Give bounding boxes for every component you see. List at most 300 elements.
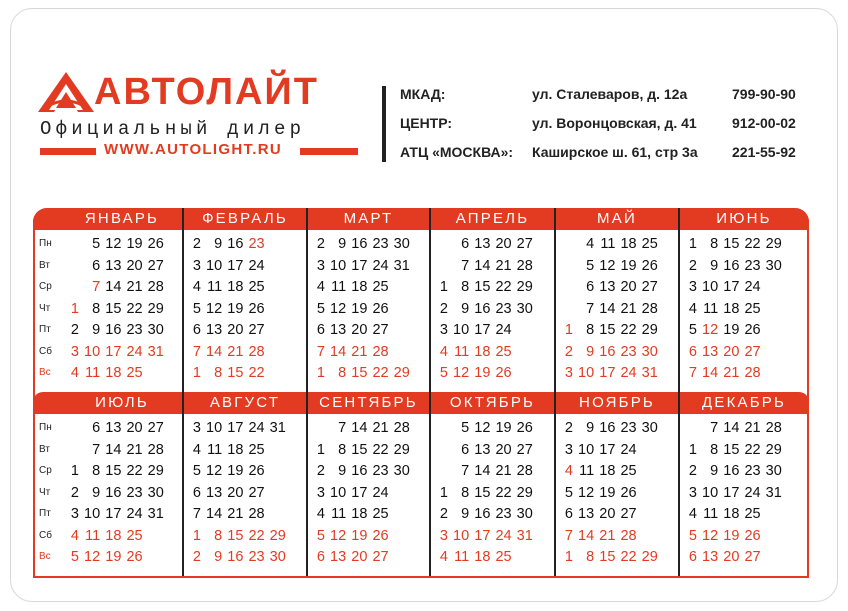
day-cell: 6 bbox=[92, 420, 101, 436]
day-cell: 7 bbox=[688, 365, 697, 381]
day-cell: 27 bbox=[147, 257, 164, 274]
day-cell: 21 bbox=[227, 506, 244, 522]
day-cell: 28 bbox=[744, 365, 761, 381]
day-cell: 10 bbox=[453, 322, 470, 338]
day-cell: 11 bbox=[703, 300, 719, 317]
day-cell: 12 bbox=[206, 463, 223, 479]
day-cell: 23 bbox=[126, 322, 143, 338]
day-cell: 21 bbox=[372, 420, 389, 436]
day-cell: 15 bbox=[599, 549, 616, 565]
weekday-label: Пт bbox=[39, 508, 51, 519]
day-cell: 24 bbox=[620, 365, 637, 381]
day-cell: 11 bbox=[600, 236, 616, 252]
day-cell: 12 bbox=[702, 322, 719, 338]
weekday-label: Пт bbox=[39, 324, 51, 335]
day-cell: 6 bbox=[192, 322, 201, 338]
day-cell: 1 bbox=[70, 463, 79, 479]
day-cell: 29 bbox=[765, 236, 782, 252]
day-cell: 8 bbox=[710, 441, 719, 458]
day-cell: 23 bbox=[495, 300, 512, 317]
day-cell: 19 bbox=[474, 365, 491, 381]
day-cell: 11 bbox=[579, 463, 595, 479]
day-cell: 9 bbox=[710, 257, 719, 274]
day-cell: 19 bbox=[126, 236, 143, 252]
weekday-label: Вс bbox=[39, 551, 51, 562]
day-cell: 6 bbox=[316, 322, 325, 338]
day-cell: 3 bbox=[70, 506, 79, 522]
day-cell: 8 bbox=[214, 527, 223, 544]
day-cell: 25 bbox=[744, 300, 761, 317]
day-cell: 5 bbox=[192, 300, 201, 317]
day-cell: 1 bbox=[192, 527, 201, 544]
day-cell: 18 bbox=[351, 506, 368, 522]
day-cell: 16 bbox=[105, 484, 122, 501]
day-cell: 19 bbox=[227, 300, 244, 317]
day-cell: 28 bbox=[372, 343, 389, 360]
day-cell: 9 bbox=[92, 484, 101, 501]
day-cell: 10 bbox=[206, 257, 223, 274]
brand-url[interactable]: WWW.AUTOLIGHT.RU bbox=[104, 141, 282, 158]
day-cell: 15 bbox=[105, 300, 122, 317]
day-cell: 1 bbox=[439, 279, 448, 295]
day-cell: 14 bbox=[206, 343, 223, 360]
day-cell: 2 bbox=[70, 322, 79, 338]
day-cell: 17 bbox=[599, 441, 616, 458]
day-cell: 4 bbox=[316, 506, 325, 522]
day-cell: 27 bbox=[620, 506, 637, 522]
day-cell: 2 bbox=[439, 506, 448, 522]
day-cell: 3 bbox=[192, 257, 201, 274]
day-cell: 29 bbox=[516, 279, 533, 295]
day-cell: 17 bbox=[105, 343, 122, 360]
day-cell: 18 bbox=[599, 463, 616, 479]
day-cell: 31 bbox=[516, 527, 533, 544]
day-cell: 6 bbox=[461, 236, 470, 252]
brand-tagline: Официальный дилер bbox=[40, 118, 306, 140]
day-cell: 26 bbox=[495, 365, 512, 381]
day-cell: 11 bbox=[454, 549, 470, 565]
day-cell: 3 bbox=[564, 365, 573, 381]
weekday-label: Вт bbox=[39, 259, 50, 271]
day-cell: 30 bbox=[393, 463, 410, 479]
day-cell: 31 bbox=[269, 420, 286, 436]
day-cell: 18 bbox=[620, 236, 637, 252]
day-cell: 29 bbox=[516, 484, 533, 501]
day-cell: 10 bbox=[330, 484, 347, 501]
day-cell: 19 bbox=[723, 527, 740, 544]
day-cell: 21 bbox=[744, 420, 761, 436]
day-cell: 17 bbox=[351, 484, 368, 501]
day-cell: 7 bbox=[316, 343, 325, 360]
day-cell: 28 bbox=[248, 343, 265, 360]
day-cell: 4 bbox=[192, 441, 201, 458]
weekday-label: Вт bbox=[39, 443, 50, 455]
day-cell: 13 bbox=[702, 549, 719, 565]
day-cell: 17 bbox=[227, 257, 244, 274]
day-cell: 4 bbox=[192, 279, 201, 295]
day-cell: 13 bbox=[206, 322, 223, 338]
day-cell: 12 bbox=[206, 300, 223, 317]
day-cell: 8 bbox=[586, 549, 595, 565]
day-cell: 27 bbox=[372, 322, 389, 338]
month-name: ОКТЯБРЬ bbox=[449, 394, 536, 411]
day-cell: 27 bbox=[744, 343, 761, 360]
day-cell: 8 bbox=[710, 236, 719, 252]
day-cell: 26 bbox=[744, 322, 761, 338]
day-cell: 30 bbox=[147, 484, 164, 501]
day-cell: 5 bbox=[316, 527, 325, 544]
day-cell: 12 bbox=[702, 527, 719, 544]
day-cell: 5 bbox=[688, 527, 697, 544]
day-cell: 7 bbox=[92, 279, 101, 295]
day-cell: 14 bbox=[330, 343, 347, 360]
weekday-label: Пн bbox=[39, 422, 52, 433]
day-cell: 10 bbox=[702, 484, 719, 501]
contact-row bbox=[400, 144, 820, 170]
day-cell: 14 bbox=[474, 257, 491, 274]
day-cell: 22 bbox=[126, 463, 143, 479]
day-cell: 22 bbox=[495, 484, 512, 501]
day-cell: 19 bbox=[723, 322, 740, 338]
day-cell: 16 bbox=[351, 236, 368, 252]
day-cell: 7 bbox=[192, 506, 201, 522]
day-cell: 21 bbox=[599, 527, 616, 544]
month-name: ЯНВАРЬ bbox=[84, 210, 160, 227]
day-cell: 20 bbox=[495, 441, 512, 458]
day-cell: 1 bbox=[439, 484, 448, 501]
day-cell: 7 bbox=[710, 420, 719, 436]
day-cell: 4 bbox=[70, 527, 79, 544]
month-name: ИЮЛЬ bbox=[95, 394, 149, 411]
day-cell: 23 bbox=[620, 420, 637, 436]
day-cell: 23 bbox=[495, 506, 512, 522]
day-cell: 29 bbox=[641, 549, 658, 565]
day-cell: 27 bbox=[147, 420, 164, 436]
day-cell: 25 bbox=[248, 279, 265, 295]
day-cell: 15 bbox=[723, 441, 740, 458]
day-cell: 14 bbox=[474, 463, 491, 479]
day-cell: 26 bbox=[516, 420, 533, 436]
day-cell: 7 bbox=[461, 257, 470, 274]
day-cell: 16 bbox=[227, 236, 244, 252]
day-cell: 13 bbox=[330, 549, 347, 565]
day-cell: 26 bbox=[641, 257, 658, 274]
day-cell: 20 bbox=[126, 420, 143, 436]
day-cell: 24 bbox=[248, 420, 265, 436]
day-cell: 10 bbox=[453, 527, 470, 544]
day-cell: 2 bbox=[316, 463, 325, 479]
day-cell: 6 bbox=[192, 484, 201, 501]
day-cell: 21 bbox=[351, 343, 368, 360]
day-cell: 22 bbox=[372, 365, 389, 381]
day-cell: 16 bbox=[474, 300, 491, 317]
day-cell: 2 bbox=[192, 549, 201, 565]
day-cell: 8 bbox=[461, 279, 470, 295]
day-cell: 1 bbox=[564, 549, 573, 565]
day-cell: 30 bbox=[269, 549, 286, 565]
day-cell: 29 bbox=[393, 441, 410, 458]
day-cell: 30 bbox=[641, 343, 658, 360]
day-cell: 1 bbox=[316, 441, 325, 458]
day-cell: 7 bbox=[586, 300, 595, 317]
day-cell: 20 bbox=[723, 343, 740, 360]
day-cell: 24 bbox=[372, 257, 389, 274]
day-cell: 23 bbox=[248, 236, 265, 252]
month-name: НОЯБРЬ bbox=[579, 394, 655, 411]
day-cell: 5 bbox=[586, 257, 595, 274]
brand-bar-right bbox=[300, 148, 358, 155]
day-cell: 24 bbox=[495, 527, 512, 544]
day-cell: 12 bbox=[599, 257, 616, 274]
day-cell: 24 bbox=[372, 484, 389, 501]
day-cell: 24 bbox=[126, 506, 143, 522]
day-cell: 26 bbox=[126, 549, 143, 565]
day-cell: 22 bbox=[248, 365, 265, 381]
day-cell: 10 bbox=[84, 343, 101, 360]
day-cell: 23 bbox=[620, 343, 637, 360]
day-cell: 8 bbox=[461, 484, 470, 501]
day-cell: 13 bbox=[105, 257, 122, 274]
day-cell: 25 bbox=[372, 279, 389, 295]
day-cell: 21 bbox=[126, 279, 143, 295]
day-cell: 22 bbox=[126, 300, 143, 317]
day-cell: 20 bbox=[227, 322, 244, 338]
contact-phone: 912-00-02 bbox=[732, 115, 796, 131]
day-cell: 27 bbox=[516, 236, 533, 252]
day-cell: 19 bbox=[105, 549, 122, 565]
day-cell: 24 bbox=[744, 279, 761, 295]
day-cell: 25 bbox=[248, 441, 265, 458]
day-cell: 28 bbox=[393, 420, 410, 436]
day-cell: 3 bbox=[316, 484, 325, 501]
day-cell: 15 bbox=[227, 527, 244, 544]
day-cell: 12 bbox=[105, 236, 122, 252]
calendar-half bbox=[33, 392, 809, 578]
day-cell: 24 bbox=[620, 441, 637, 458]
day-cell: 2 bbox=[564, 420, 573, 436]
day-cell: 20 bbox=[227, 484, 244, 501]
day-cell: 21 bbox=[227, 343, 244, 360]
day-cell: 14 bbox=[206, 506, 223, 522]
day-cell: 8 bbox=[214, 365, 223, 381]
month-name: СЕНТЯБРЬ bbox=[319, 394, 418, 411]
day-cell: 15 bbox=[723, 236, 740, 252]
month-name: ИЮНЬ bbox=[716, 210, 772, 227]
day-cell: 28 bbox=[248, 506, 265, 522]
day-cell: 23 bbox=[744, 463, 761, 479]
day-cell: 9 bbox=[586, 343, 595, 360]
day-cell: 15 bbox=[599, 322, 616, 338]
day-cell: 15 bbox=[474, 279, 491, 295]
day-cell: 18 bbox=[227, 441, 244, 458]
day-cell: 16 bbox=[227, 549, 244, 565]
day-cell: 5 bbox=[192, 463, 201, 479]
day-cell: 25 bbox=[126, 365, 143, 381]
day-cell: 4 bbox=[688, 506, 697, 522]
day-cell: 22 bbox=[620, 549, 637, 565]
day-cell: 3 bbox=[688, 484, 697, 501]
day-cell: 25 bbox=[495, 343, 512, 360]
day-cell: 22 bbox=[372, 441, 389, 458]
day-cell: 30 bbox=[765, 257, 782, 274]
month-name: ДЕКАБРЬ bbox=[702, 394, 786, 411]
day-cell: 29 bbox=[269, 527, 286, 544]
weekday-label: Ср bbox=[39, 465, 52, 476]
day-cell: 5 bbox=[461, 420, 470, 436]
day-cell: 13 bbox=[599, 279, 616, 295]
day-cell: 6 bbox=[688, 549, 697, 565]
day-cell: 22 bbox=[620, 322, 637, 338]
day-cell: 25 bbox=[620, 463, 637, 479]
day-cell: 7 bbox=[92, 441, 101, 458]
contact-row bbox=[400, 86, 820, 112]
day-cell: 8 bbox=[586, 322, 595, 338]
day-cell: 17 bbox=[474, 322, 491, 338]
contact-phone: 221-55-92 bbox=[732, 144, 796, 160]
day-cell: 7 bbox=[461, 463, 470, 479]
day-cell: 8 bbox=[338, 365, 347, 381]
day-cell: 25 bbox=[126, 527, 143, 544]
day-cell: 7 bbox=[564, 527, 573, 544]
day-cell: 6 bbox=[586, 279, 595, 295]
day-cell: 19 bbox=[351, 527, 368, 544]
day-cell: 7 bbox=[192, 343, 201, 360]
day-cell: 14 bbox=[351, 420, 368, 436]
day-cell: 2 bbox=[192, 236, 201, 252]
day-cell: 23 bbox=[744, 257, 761, 274]
day-cell: 27 bbox=[248, 484, 265, 501]
calendar-half bbox=[33, 208, 809, 394]
day-cell: 16 bbox=[474, 506, 491, 522]
contact-row bbox=[400, 115, 820, 141]
day-cell: 18 bbox=[227, 279, 244, 295]
day-cell: 17 bbox=[105, 506, 122, 522]
day-cell: 14 bbox=[578, 527, 595, 544]
day-cell: 11 bbox=[331, 506, 347, 522]
day-cell: 8 bbox=[338, 441, 347, 458]
day-cell: 9 bbox=[586, 420, 595, 436]
day-cell: 26 bbox=[372, 527, 389, 544]
day-cell: 28 bbox=[620, 527, 637, 544]
day-cell: 19 bbox=[227, 463, 244, 479]
day-cell: 8 bbox=[92, 463, 101, 479]
day-cell: 20 bbox=[495, 236, 512, 252]
brand-bar-left bbox=[40, 148, 96, 155]
day-cell: 14 bbox=[599, 300, 616, 317]
day-cell: 1 bbox=[316, 365, 325, 381]
day-cell: 27 bbox=[248, 322, 265, 338]
weekday-label: Вс bbox=[39, 367, 51, 378]
day-cell: 10 bbox=[578, 365, 595, 381]
contact-label: ЦЕНТР: bbox=[400, 115, 453, 131]
day-cell: 16 bbox=[723, 463, 740, 479]
day-cell: 24 bbox=[744, 484, 761, 501]
day-cell: 25 bbox=[495, 549, 512, 565]
weekday-label: Сб bbox=[39, 529, 52, 541]
day-cell: 9 bbox=[338, 236, 347, 252]
day-cell: 11 bbox=[207, 279, 223, 295]
day-cell: 4 bbox=[316, 279, 325, 295]
day-cell: 31 bbox=[147, 506, 164, 522]
day-cell: 28 bbox=[765, 420, 782, 436]
day-cell: 22 bbox=[744, 236, 761, 252]
day-cell: 5 bbox=[70, 549, 79, 565]
day-cell: 17 bbox=[723, 279, 740, 295]
day-cell: 6 bbox=[316, 549, 325, 565]
month-name: МАЙ bbox=[597, 210, 637, 227]
day-cell: 23 bbox=[248, 549, 265, 565]
day-cell: 21 bbox=[126, 441, 143, 458]
day-cell: 21 bbox=[495, 463, 512, 479]
day-cell: 12 bbox=[453, 365, 470, 381]
day-cell: 29 bbox=[641, 322, 658, 338]
day-cell: 9 bbox=[92, 322, 101, 338]
day-cell: 12 bbox=[330, 300, 347, 317]
day-cell: 18 bbox=[351, 279, 368, 295]
day-cell: 18 bbox=[105, 527, 122, 544]
day-cell: 9 bbox=[461, 506, 470, 522]
day-cell: 10 bbox=[702, 279, 719, 295]
day-cell: 1 bbox=[192, 365, 201, 381]
day-cell: 15 bbox=[351, 441, 368, 458]
day-cell: 12 bbox=[578, 484, 595, 501]
day-cell: 28 bbox=[516, 257, 533, 274]
day-cell: 31 bbox=[641, 365, 658, 381]
triangle-logo-icon bbox=[36, 70, 96, 116]
day-cell: 2 bbox=[688, 463, 697, 479]
day-cell: 1 bbox=[70, 300, 79, 317]
day-cell: 29 bbox=[147, 463, 164, 479]
day-cell: 2 bbox=[316, 236, 325, 252]
day-cell: 11 bbox=[207, 441, 223, 458]
day-cell: 14 bbox=[723, 420, 740, 436]
day-cell: 23 bbox=[372, 463, 389, 479]
day-cell: 18 bbox=[474, 549, 491, 565]
day-cell: 3 bbox=[439, 527, 448, 544]
day-cell: 21 bbox=[620, 300, 637, 317]
day-cell: 20 bbox=[351, 549, 368, 565]
weekday-label: Ср bbox=[39, 281, 52, 292]
day-cell: 20 bbox=[599, 506, 616, 522]
contact-address: ул. Сталеваров, д. 12а bbox=[532, 86, 688, 102]
day-cell: 3 bbox=[564, 441, 573, 458]
day-cell: 2 bbox=[688, 257, 697, 274]
day-cell: 23 bbox=[372, 236, 389, 252]
day-cell: 27 bbox=[641, 279, 658, 295]
day-cell: 18 bbox=[723, 506, 740, 522]
day-cell: 12 bbox=[474, 420, 491, 436]
day-cell: 13 bbox=[578, 506, 595, 522]
day-cell: 16 bbox=[723, 257, 740, 274]
day-cell: 13 bbox=[105, 420, 122, 436]
day-cell: 14 bbox=[105, 279, 122, 295]
day-cell: 26 bbox=[248, 300, 265, 317]
day-cell: 9 bbox=[214, 549, 223, 565]
contact-label: АТЦ «МОСКВА»: bbox=[400, 144, 514, 160]
day-cell: 23 bbox=[126, 484, 143, 501]
day-cell: 1 bbox=[688, 441, 697, 458]
day-cell: 18 bbox=[474, 343, 491, 360]
day-cell: 6 bbox=[461, 441, 470, 458]
day-cell: 10 bbox=[330, 257, 347, 274]
day-cell: 31 bbox=[765, 484, 782, 501]
brand-name: АВТОЛАЙТ bbox=[94, 71, 319, 113]
day-cell: 17 bbox=[723, 484, 740, 501]
header-divider bbox=[382, 86, 386, 162]
day-cell: 21 bbox=[495, 257, 512, 274]
day-cell: 28 bbox=[147, 441, 164, 458]
day-cell: 30 bbox=[641, 420, 658, 436]
